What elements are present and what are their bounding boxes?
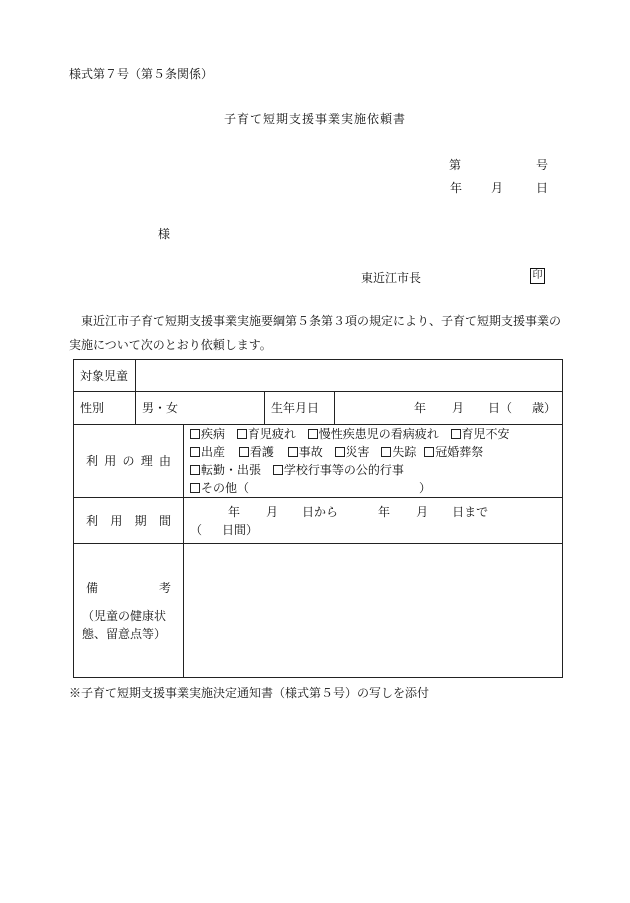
reason-label-childbirth: 出産 bbox=[201, 445, 226, 459]
reason-label-childcare-fatigue: 育児疲れ bbox=[247, 427, 296, 441]
gender-label: 性別 bbox=[74, 392, 136, 425]
reason-label-illness: 疾病 bbox=[201, 427, 226, 441]
reason-label-nursing: 看護 bbox=[249, 445, 274, 459]
request-form-table bbox=[73, 359, 563, 678]
row-period bbox=[74, 498, 563, 544]
checkbox-ceremony[interactable] bbox=[424, 447, 434, 457]
period-month-1: 月 bbox=[266, 504, 279, 519]
checkbox-other[interactable] bbox=[190, 483, 200, 493]
checkbox-school-event[interactable] bbox=[273, 465, 283, 475]
period-days-close: 日間） bbox=[222, 522, 259, 537]
document-title: 子育て短期支援事業実施依頼書 bbox=[223, 112, 406, 126]
row-remarks bbox=[74, 544, 563, 678]
reason-label-disaster: 災害 bbox=[345, 445, 370, 459]
request-body-text: 東近江市子育て短期支援事業実施要綱第５条第３項の規定により、子育て短期支援事業の実施について次のとおり依頼します。 bbox=[69, 314, 562, 352]
date-month-label: 月 bbox=[491, 181, 504, 195]
row-reason bbox=[74, 425, 563, 498]
period-days-open: （ bbox=[190, 522, 203, 537]
reason-label-chronic-care-fatigue: 慢性疾患児の看病疲れ bbox=[318, 427, 439, 441]
date-year-label: 年 bbox=[450, 181, 463, 195]
checkbox-childcare-fatigue[interactable] bbox=[237, 429, 247, 439]
remarks-label-1: 備 bbox=[86, 580, 99, 595]
attachment-footnote: ※子育て短期支援事業実施決定通知書（様式第５号）の写しを添付 bbox=[69, 686, 430, 700]
reason-label-school-event: 学校行事等の公的行事 bbox=[283, 463, 404, 477]
period-label: 利用期間 bbox=[74, 498, 184, 544]
birthdate-month: 月 bbox=[451, 401, 464, 415]
remarks-label-2: 考 bbox=[158, 580, 171, 595]
form-number: 様式第７号（第５条関係） bbox=[69, 67, 214, 81]
checkbox-chronic-care-fatigue[interactable] bbox=[308, 429, 318, 439]
row-child bbox=[74, 360, 563, 392]
period-month-2: 月 bbox=[416, 504, 429, 519]
seal-stamp: 印 bbox=[530, 268, 545, 284]
date-day-label: 日 bbox=[536, 181, 549, 195]
document-number-suffix: 号 bbox=[536, 158, 549, 172]
remarks-sub-1: （児童の健康状 bbox=[82, 608, 167, 623]
checkbox-childcare-anxiety[interactable] bbox=[451, 429, 461, 439]
child-field[interactable] bbox=[136, 360, 563, 392]
remarks-sub-2: 態、留意点等） bbox=[82, 626, 167, 641]
child-label: 対象児童 bbox=[74, 360, 136, 392]
gender-field[interactable]: 男・女 bbox=[136, 392, 265, 425]
reason-checklist bbox=[184, 425, 563, 498]
addressee-suffix: 様 bbox=[158, 227, 171, 241]
issuer-name: 東近江市長 bbox=[361, 271, 422, 285]
birthdate-age: 歳） bbox=[531, 401, 556, 415]
reason-label-disappearance: 失踪 bbox=[392, 445, 417, 459]
period-year-1: 年 bbox=[228, 504, 241, 519]
document-number-prefix: 第 bbox=[449, 158, 462, 172]
checkbox-nursing[interactable] bbox=[239, 447, 249, 457]
checkbox-illness[interactable] bbox=[190, 429, 200, 439]
period-from: 日から bbox=[302, 504, 339, 519]
row-gender-birthdate bbox=[74, 392, 563, 425]
reason-label-other: その他（ bbox=[201, 481, 250, 495]
reason-label-ceremony: 冠婚葬祭 bbox=[435, 445, 484, 459]
period-to: 日まで bbox=[452, 504, 489, 519]
period-field[interactable] bbox=[184, 498, 563, 544]
checkbox-disaster[interactable] bbox=[335, 447, 345, 457]
remarks-label bbox=[74, 544, 184, 678]
checkbox-transfer-business-trip[interactable] bbox=[190, 465, 200, 475]
checkbox-disappearance[interactable] bbox=[381, 447, 391, 457]
checkbox-accident[interactable] bbox=[288, 447, 298, 457]
reason-other-close: ） bbox=[419, 481, 432, 495]
reason-label-transfer-business-trip: 転勤・出張 bbox=[201, 463, 262, 477]
birthdate-field[interactable] bbox=[335, 392, 563, 425]
reason-label: 利用の理由 bbox=[74, 425, 184, 498]
reason-label-childcare-anxiety: 育児不安 bbox=[461, 427, 510, 441]
birthdate-day: 日（ bbox=[487, 401, 512, 415]
birthdate-year: 年 bbox=[413, 401, 426, 415]
birthdate-label: 生年月日 bbox=[265, 392, 335, 425]
period-year-2: 年 bbox=[378, 504, 391, 519]
remarks-field[interactable] bbox=[184, 544, 563, 678]
checkbox-childbirth[interactable] bbox=[190, 447, 200, 457]
reason-label-accident: 事故 bbox=[298, 445, 323, 459]
